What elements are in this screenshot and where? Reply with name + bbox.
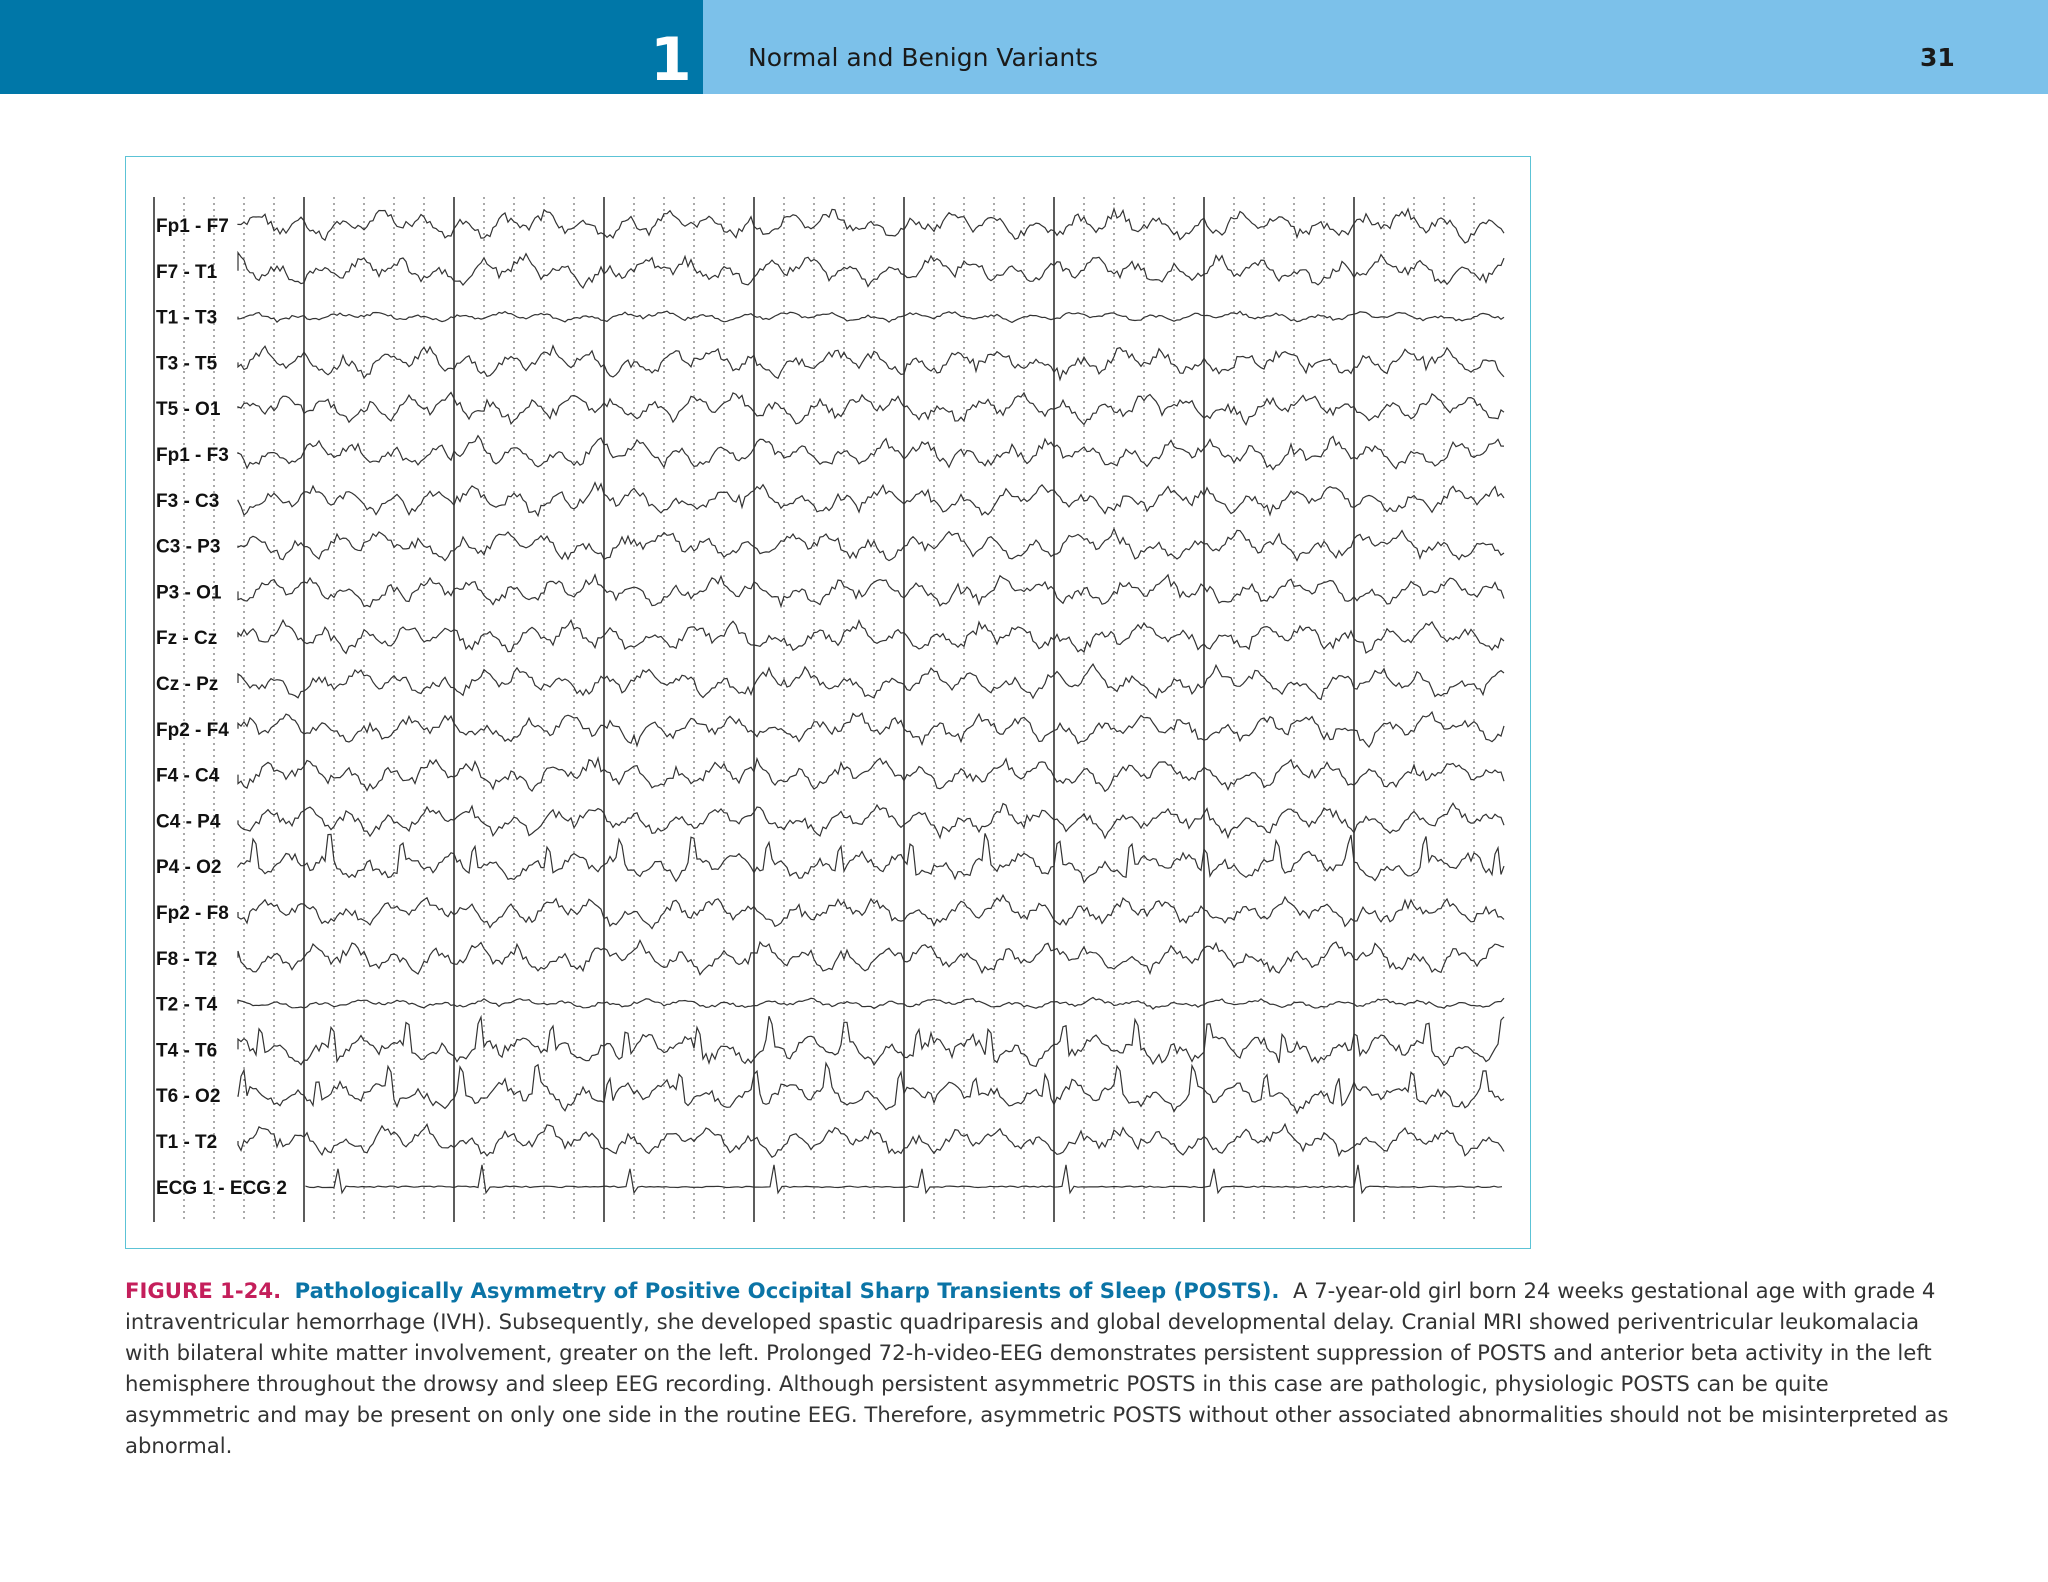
channel-label: F4 - C4 — [156, 765, 220, 787]
chapter-number: 1 — [650, 25, 692, 95]
eeg-channel — [156, 620, 1504, 653]
eeg-trace — [238, 346, 1504, 380]
channel-label: Fz - Cz — [156, 628, 218, 650]
channel-label: T2 - T4 — [156, 994, 218, 1016]
figure-caption — [125, 1275, 1955, 1461]
eeg-channel — [156, 995, 1504, 1016]
eeg-trace — [238, 895, 1504, 928]
channel-label: Fp1 - F7 — [156, 216, 229, 237]
eeg-channel — [156, 712, 1504, 747]
eeg-channel — [156, 253, 1504, 288]
eeg-trace — [238, 833, 1504, 882]
eeg-trace — [238, 712, 1504, 747]
channel-label: Fp1 - F3 — [156, 445, 229, 466]
eeg-channel — [156, 664, 1504, 699]
eeg-trace — [238, 253, 1504, 288]
channel-label: F3 - C3 — [156, 490, 220, 512]
eeg-channel — [156, 436, 1504, 470]
eeg-channel — [156, 1124, 1504, 1157]
channel-label: F8 - T2 — [156, 948, 218, 970]
channel-label: F7 - T1 — [156, 261, 218, 283]
section-title: Normal and Benign Variants — [748, 43, 1099, 72]
eeg-channel — [156, 940, 1504, 974]
page-number: 31 — [1920, 43, 1955, 72]
channel-label: T4 - T6 — [156, 1040, 218, 1062]
channel-label: ECG 1 - ECG 2 — [156, 1177, 287, 1199]
eeg-trace — [238, 664, 1504, 699]
eeg-trace — [238, 620, 1504, 653]
channel-label: T6 - O2 — [156, 1086, 221, 1108]
eeg-channel — [156, 1063, 1504, 1113]
eeg-trace — [238, 436, 1504, 470]
caption-label: FIGURE 1-24. — [125, 1278, 282, 1303]
channel-label: P4 - O2 — [156, 857, 222, 879]
eeg-trace — [238, 998, 1504, 1010]
channel-label: Fp2 - F8 — [156, 903, 229, 924]
eeg-channel — [156, 833, 1504, 882]
eeg-figure — [125, 156, 1531, 1249]
eeg-channel — [156, 575, 1504, 607]
eeg-channel — [156, 483, 1504, 516]
eeg-channel — [156, 895, 1504, 928]
eeg-channel — [156, 209, 1504, 243]
channel-label: T3 - T5 — [156, 353, 218, 375]
channel-label: T1 - T3 — [156, 307, 218, 329]
eeg-trace — [238, 758, 1504, 791]
eeg-channel — [156, 803, 1504, 838]
eeg-trace — [238, 803, 1504, 838]
eeg-trace — [238, 529, 1504, 561]
caption-body: A 7-year-old girl born 24 weeks gestational age with grade 4 intraventricular hemorrhage (IVH). Subsequently, she developed spastic quadriparesis and global developmental delay. Cranial MRI showed periventricular leukomalacia with bilateral white matter involvement, greater on the left. Prolonged 72-h-video-EEG demonstrates persistent suppression of POSTS and anterior beta activity in the left hemisphere throughout the drowsy and sleep EEG recording. Although persistent asymmetric POSTS in this case are pathologic, physiologic POSTS can be quite asymmetric and may be present on only one side in the routine EEG. Therefore, asymmetric POSTS without other associated abnormalities should not be misinterpreted as abnormal. — [125, 1278, 1949, 1458]
eeg-trace — [238, 940, 1504, 974]
channel-label: T1 - T2 — [156, 1132, 218, 1153]
channel-label: C3 - P3 — [156, 536, 221, 558]
eeg-channel — [156, 393, 1504, 425]
eeg-channel — [156, 758, 1504, 791]
eeg-trace — [238, 1063, 1504, 1113]
eeg-trace — [238, 1124, 1504, 1157]
eeg-trace — [238, 575, 1504, 607]
eeg-channel — [156, 1165, 1502, 1199]
eeg-trace — [238, 209, 1504, 243]
eeg-channel — [156, 1016, 1504, 1066]
channel-label: C4 - P4 — [156, 811, 221, 833]
eeg-trace — [238, 393, 1504, 425]
eeg-channel — [156, 308, 1504, 329]
eeg-channel — [156, 529, 1504, 561]
channel-label: P3 - O1 — [156, 582, 222, 604]
channel-label: Fp2 - F4 — [156, 719, 229, 741]
caption-title: Pathologically Asymmetry of Positive Occipital Sharp Transients of Sleep (POSTS). — [294, 1278, 1280, 1303]
eeg-channel — [156, 346, 1504, 380]
channel-label: T5 - O1 — [156, 399, 221, 421]
eeg-trace — [238, 483, 1504, 516]
eeg-trace — [238, 311, 1504, 322]
eeg-tracing — [126, 157, 1529, 1247]
eeg-trace — [238, 1016, 1504, 1066]
header-band-dark — [0, 0, 703, 94]
channel-label: Cz - Pz — [156, 674, 219, 695]
